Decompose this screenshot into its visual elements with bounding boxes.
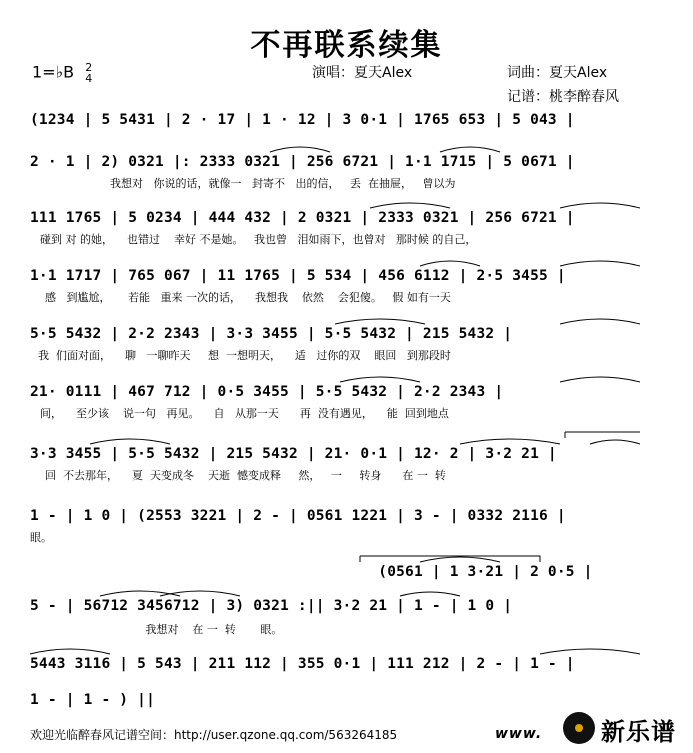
lyric-row-3: 碰到 对 的她， 也错过 幸好 不是她。 我也曾 泪如雨下，也曾对 那时候 的自己， (40, 233, 477, 246)
lyric-row-10: 我想对 在 一 转 眼。 (30, 623, 283, 636)
key-signature (32, 62, 92, 84)
music-row-12: 1 - | 1 - ) || (30, 692, 156, 708)
music-row-6: 21· 0111 | 467 712 | 0·5 3455 | 5·5 5432 | 2·2 2343 | (30, 384, 504, 400)
music-row-8: 1 - | 1 0 | (2553 3221 | 2 - | 0561 1221 | 3 - | 0332 2116 | (30, 508, 566, 524)
music-row-7: 3·3 3455 | 5·5 5432 | 215 5432 | 21· 0·1 | 12· 2 | 3·2 21 | (30, 446, 557, 462)
vinyl-disc-icon (563, 712, 595, 744)
key-prefix: 1= (32, 62, 56, 82)
logo-text: 新乐谱 (601, 718, 676, 746)
footer-welcome: 欢迎光临醉春风记谱空间：http://user.qzone.qq.com/563264185 (30, 728, 398, 742)
music-row-10: 5 - | 56712 3456712 | 3) 0321 :|| 3·2 21 | 1 - | 1 0 | (30, 598, 513, 614)
time-signature (85, 62, 92, 84)
meter-top: 2 (85, 61, 93, 74)
music-row-4: 1·1 1717 | 765 067 | 11 1765 | 5 534 | 456 6112 | 2·5 3455 | (30, 268, 566, 284)
music-row-2: 2 · 1 | 2) 0321 |: 2333 0321 | 256 6721 | 1·1 1715 | 5 0671 | (30, 154, 575, 170)
transcriber-credit: 记谱：桃李醉春风 (507, 89, 619, 105)
key-flat: ♭B (55, 62, 75, 82)
lyric-row-6: 间， 至少该 说一句 再见。 自 从那一天 再 没有遇见， 能 回到地点 (40, 407, 449, 420)
music-row-3: 111 1765 | 5 0234 | 444 432 | 2 0321 | 2333 0321 | 256 6721 | (30, 210, 575, 226)
lyric-row-7: 回 不去那年， 夏 天变成冬 天逝 憾变成释 然， 一 转身 在 一 转 (45, 469, 446, 482)
meter-bottom: 4 (85, 72, 93, 85)
music-row-1: (1234 | 5 5431 | 2 · 17 | 1 · 12 | 3 0·1 | 1765 653 | 5 043 | (30, 112, 575, 128)
lyric-row-8: 眼。 (30, 531, 52, 544)
singer-credit: 演唱：夏天Alex (312, 65, 413, 81)
song-title: 不再联系续集 (250, 28, 443, 63)
composer-credit: 词曲：夏天Alex (507, 65, 608, 81)
site-logo (563, 710, 689, 748)
lyric-row-5: 我 们面对面， 聊 一聊昨天 想 一想明天， 适 过你的双 眼回 到那段时 (38, 349, 451, 362)
footer-www: www. (495, 726, 543, 742)
lyric-row-4: 感 到尴尬， 若能 重来 一次的话， 我想我 依然 会犯傻。 假 如有一天 (45, 291, 451, 304)
music-row-9: (0561 | 1 3·21 | 2 0·5 | (30, 564, 593, 580)
lyric-row-2: 我想对 你说的话，就像一 封寄不 出的信， 丢 在抽屉， 曾以为 (110, 177, 456, 190)
music-row-5: 5·5 5432 | 2·2 2343 | 3·3 3455 | 5·5 5432 | 215 5432 | (30, 326, 513, 342)
music-row-11: 5443 3116 | 5 543 | 211 112 | 355 0·1 | 111 212 | 2 - | 1 - | (30, 656, 575, 672)
